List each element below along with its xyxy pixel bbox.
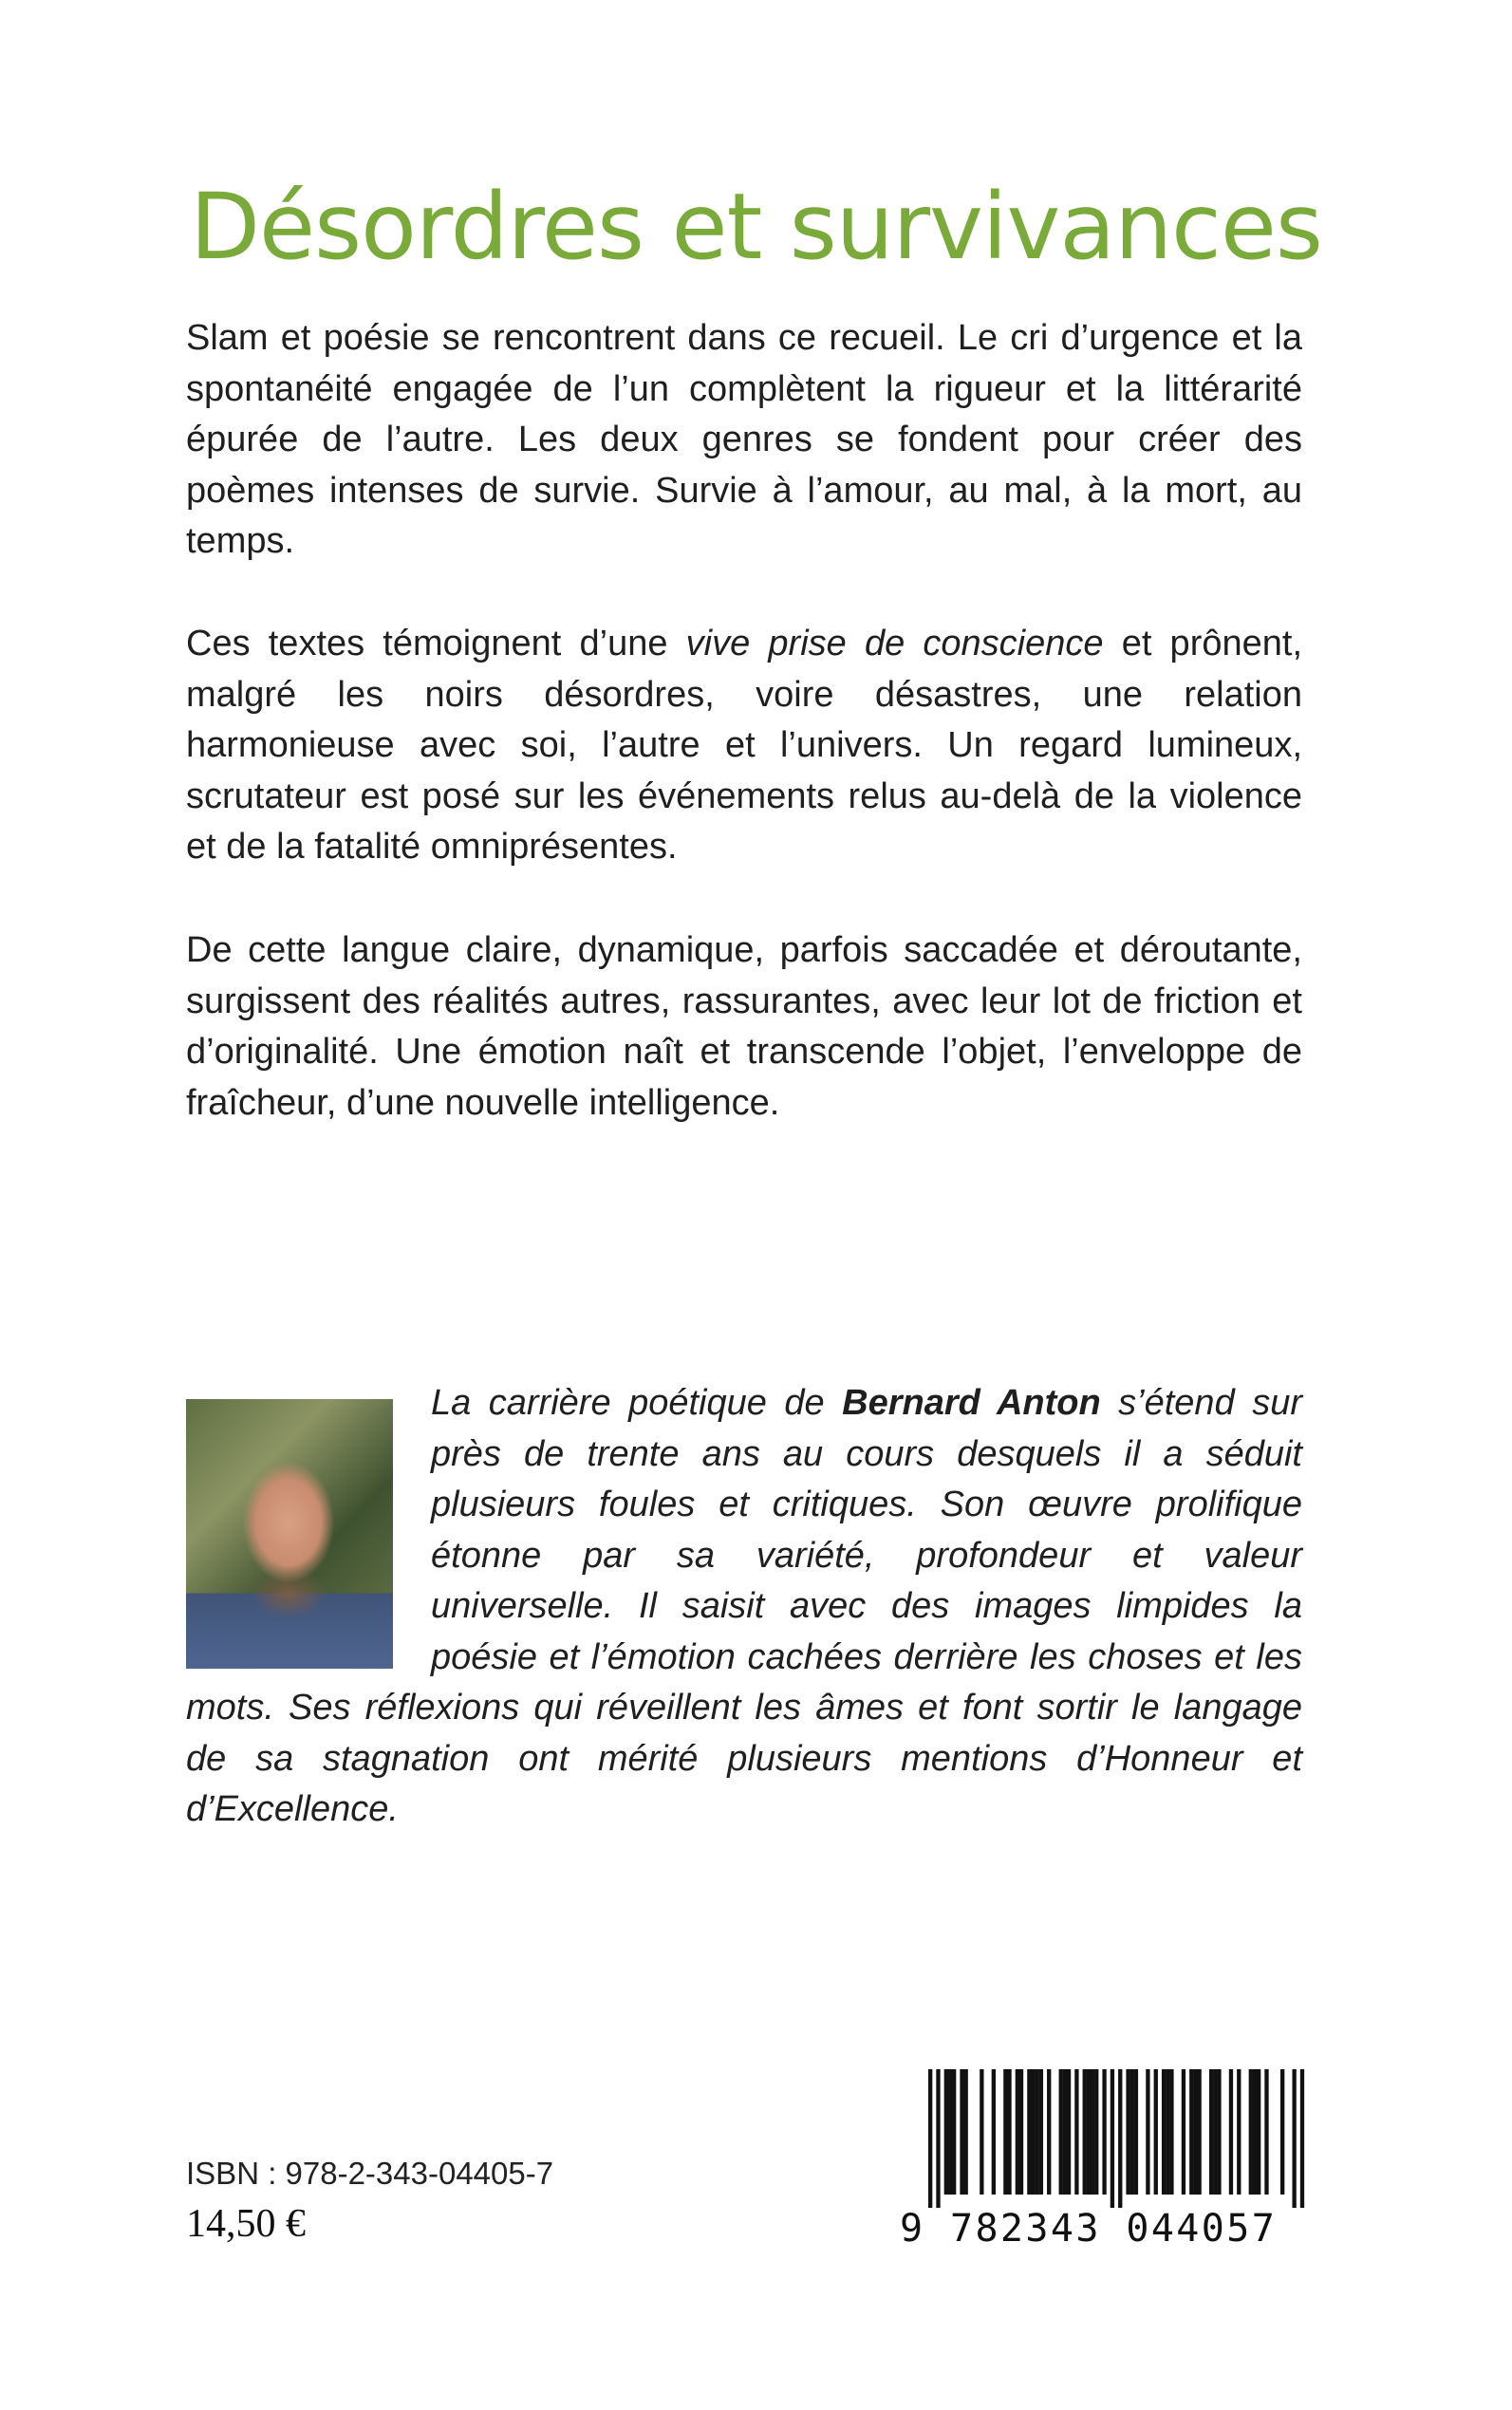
barcode-bar xyxy=(1027,2069,1031,2195)
book-title: Désordres et survivances xyxy=(190,174,1322,281)
barcode-bar xyxy=(1067,2069,1071,2195)
isbn: ISBN : 978-2-343-04405-7 xyxy=(186,2156,554,2191)
barcode-bar xyxy=(1162,2069,1166,2195)
barcode xyxy=(900,2069,1310,2250)
barcode-bar xyxy=(1197,2069,1201,2195)
barcode-bar xyxy=(1154,2069,1158,2195)
blurb-paragraph-2 xyxy=(186,619,1302,873)
author-bio xyxy=(186,1378,1302,1836)
barcode-bar xyxy=(992,2069,996,2195)
barcode-bar xyxy=(1087,2069,1091,2195)
barcode-bar xyxy=(1102,2069,1106,2195)
barcode-bar xyxy=(1300,2069,1304,2208)
barcode-bar xyxy=(1003,2069,1007,2195)
barcode-bar xyxy=(1118,2069,1122,2208)
barcode-bar xyxy=(1007,2069,1011,2195)
blurb-paragraph-2-emphasis: vive prise de conscience xyxy=(685,624,1104,663)
barcode-bar xyxy=(1213,2069,1217,2195)
barcode-bar xyxy=(1237,2069,1241,2195)
price: 14,50 € xyxy=(186,2202,306,2246)
barcode-bar xyxy=(936,2069,940,2208)
barcode-bar xyxy=(1091,2069,1094,2195)
photo-spacer xyxy=(186,1378,431,1653)
barcode-bar xyxy=(1193,2069,1197,2195)
barcode-bar xyxy=(1166,2069,1169,2195)
barcode-bar xyxy=(964,2069,968,2195)
blurb-paragraph-2-start: Ces textes témoignent d’une xyxy=(186,624,686,663)
barcode-bar xyxy=(1209,2069,1213,2195)
author-bio-start: La carrière poétique de xyxy=(431,1383,843,1423)
blurb-paragraph-3: De cette langue claire, dynamique, parfois saccadée et déroutante, surgissent des réalités autres, rassurantes, avec leur lot de friction et d’originalité. Une émotion naît et transcende l’objet, l’enveloppe de fraîcheur, d’une nouvelle intelligence. xyxy=(186,930,1302,1123)
barcode-bar xyxy=(1094,2069,1098,2195)
barcode-bar xyxy=(1253,2069,1257,2195)
author-bio-end: s’étend sur près de trente ans au cours desquels il a séduit plusieurs foules et critiques. Son œuvre prolifique étonne par sa variété, profondeur et valeur universelle. Il saisit avec des images limpides la poésie et l’émotion cachées derrière les choses et les mots. Ses réflexions qui réveillent les âmes et font sortir le langage de sa stagnation ont mérité plusieurs mentions d’Honneur et d’Excellence. xyxy=(186,1383,1302,1829)
barcode-bar xyxy=(1126,2069,1129,2195)
barcode-bar xyxy=(1063,2069,1067,2195)
barcode-bar xyxy=(1169,2069,1173,2195)
barcode-bar xyxy=(1111,2069,1114,2208)
barcode-bar xyxy=(1217,2069,1221,2195)
barcode-bar xyxy=(1182,2069,1185,2195)
barcode-bar xyxy=(1083,2069,1087,2195)
barcode-bar xyxy=(1074,2069,1078,2195)
barcode-bar xyxy=(1257,2069,1260,2195)
barcode-bar xyxy=(1229,2069,1233,2195)
blurb-paragraph-1: Slam et poésie se rencontrent dans ce recueil. Le cri d’urgence et la spontanéité engagée de l’un complètent la rigueur et la littérarité épurée de l’autre. Les deux genres se fondent pour créer des poèmes intenses de survie. Survie à l’amour, au mal, à la mort, au temps. xyxy=(186,318,1302,561)
barcode-bar xyxy=(1134,2069,1138,2195)
barcode-bar xyxy=(1031,2069,1035,2195)
barcode-bar xyxy=(952,2069,956,2195)
barcode-digits: 9 782343 044057 xyxy=(900,2207,1278,2251)
barcode-bar xyxy=(960,2069,963,2195)
barcode-bar xyxy=(1130,2069,1134,2195)
barcode-bar xyxy=(1280,2069,1284,2195)
barcode-bar xyxy=(928,2069,932,2208)
barcode-bar xyxy=(1039,2069,1043,2195)
barcode-bar xyxy=(1019,2069,1023,2195)
barcode-bar xyxy=(980,2069,983,2195)
barcode-bar xyxy=(1292,2069,1296,2208)
barcode-bar xyxy=(1249,2069,1253,2195)
barcode-bar xyxy=(948,2069,952,2195)
barcode-bars xyxy=(900,2069,1310,2208)
barcode-bar xyxy=(1059,2069,1063,2195)
barcode-bar xyxy=(1036,2069,1039,2195)
barcode-bar xyxy=(1016,2069,1019,2195)
barcode-bar xyxy=(1264,2069,1268,2195)
barcode-bar xyxy=(1146,2069,1149,2195)
author-name: Bernard Anton xyxy=(842,1383,1101,1423)
barcode-bar xyxy=(1189,2069,1193,2195)
barcode-bar xyxy=(1047,2069,1051,2195)
barcode-bar xyxy=(944,2069,948,2195)
blurb-paragraph-2-end: et prônent, malgré les noirs désordres, voire désastres, une relation harmonieuse avec soi, l’autre et l’univers. Un regard lumineux, scrutateur est posé sur les événements relus au-delà de la violence et de la fatalité omniprésentes. xyxy=(186,624,1302,867)
